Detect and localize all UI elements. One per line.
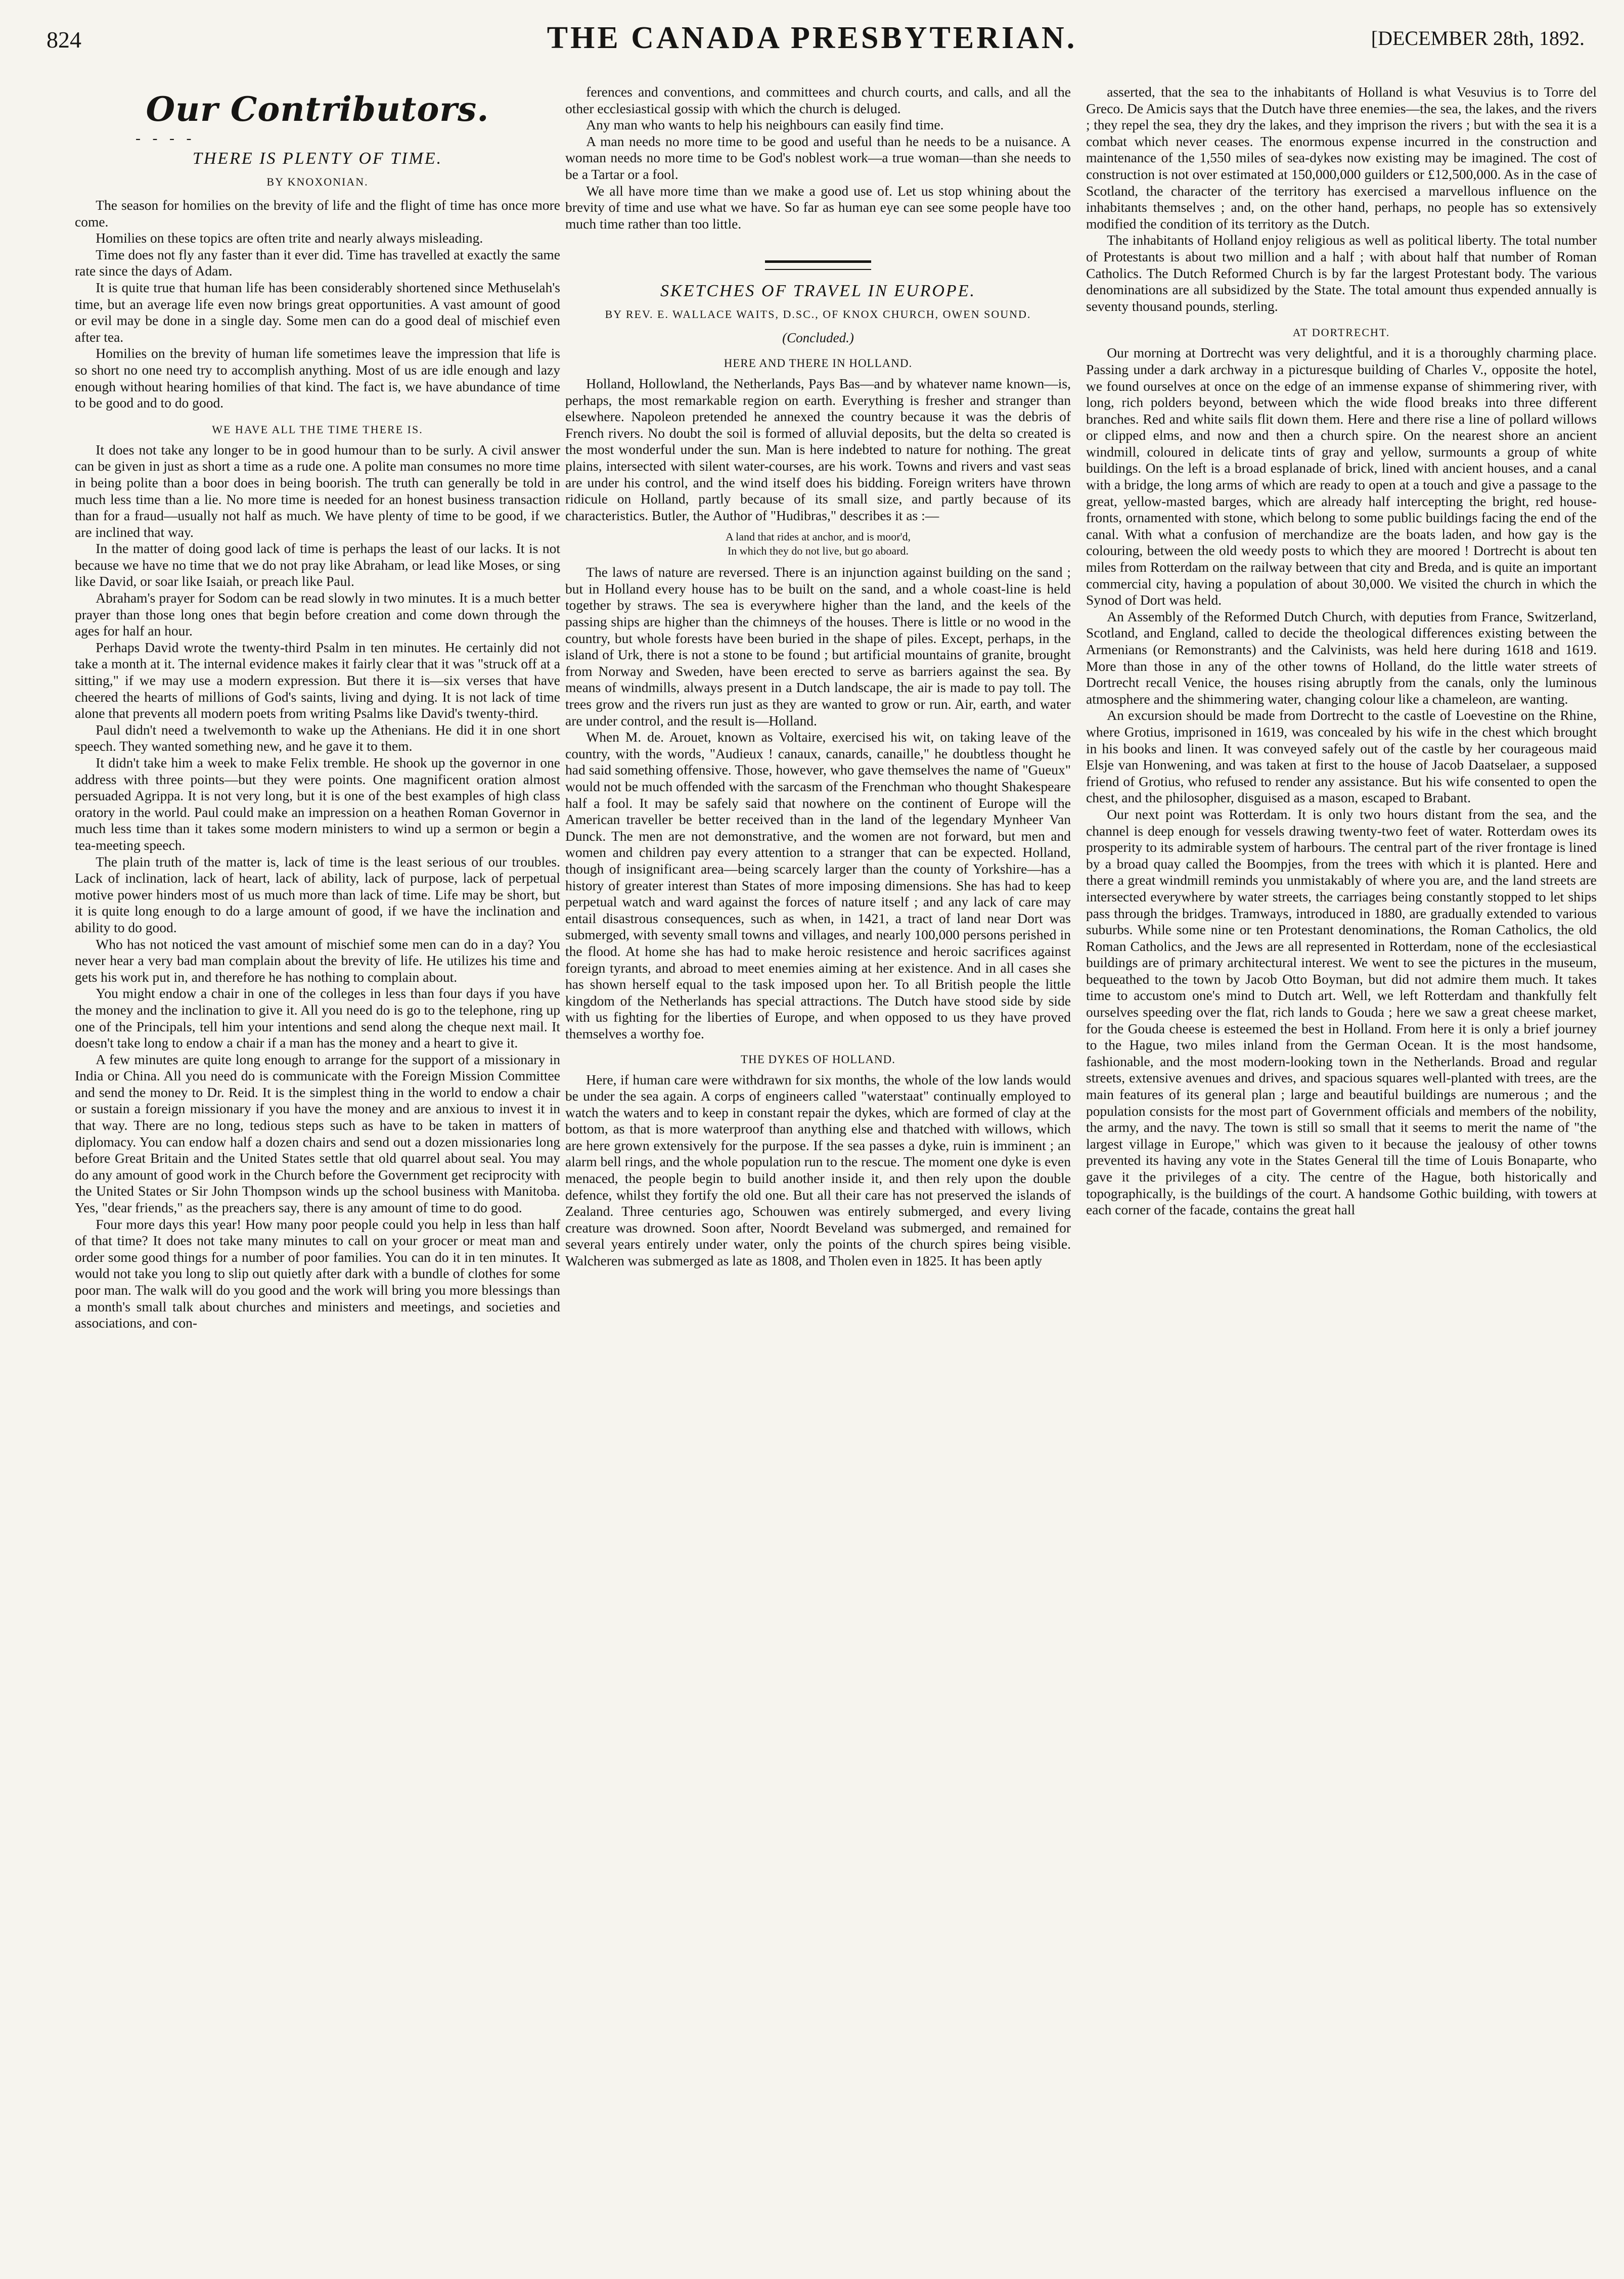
column-middle: [565, 84, 1071, 2258]
paragraph: Four more days this year! How many poor people could you help in less than half of that time? It does not take many minutes to call on your grocer or meat man and order some good things for a number of poor families. You can do it in ten minutes. It would not take you long to slip out quietly after dark with a bundle of clothes for some poor man. The walk will do you good and the work will bring you more blessings than a month's small talk about churches and ministers and meetings, and societies and associations, and con-: [75, 1216, 560, 1331]
article-title: THERE IS PLENTY OF TIME.: [192, 149, 443, 168]
article-body: [75, 442, 560, 1332]
masthead-title: THE CANADA PRESBYTERIAN.: [547, 21, 1077, 55]
paragraph: An Assembly of the Reformed Dutch Church, with deputies from France, Switzerland, Scotland, and England, called to decide the theological differences existing between the Armenians (or Remonstrants) and the Calvinists, was held here during 1618 and 1619. More than those in any of the other towns of Holland, do the little water streets of Dortrecht recall Venice, the houses rising abruptly from the canals, only the luminous atmosphere and the shimmering water, changing colour like a chameleon, are wanting.: [1086, 608, 1597, 707]
section-heading: THE DYKES OF HOLLAND.: [741, 1053, 895, 1066]
article-byline: BY KNOXONIAN.: [266, 175, 369, 188]
verse-line: A land that rides at anchor, and is moor'd,: [726, 530, 911, 543]
paragraph: Perhaps David wrote the twenty-third Psalm in ten minutes. He certainly did not take a month at it. The internal evidence makes it fairly clear that it was "struck off at a sitting," if we may use a modern expression. But there it is—six verses that have cheered the hearts of millions of God's saints, living and dying. It is not lack of time alone that prevents all modern poets from writing Psalms like David's twenty-third.: [75, 639, 560, 721]
article-byline: BY REV. E. WALLACE WAITS, D.SC., OF KNOX CHURCH, OWEN SOUND.: [605, 308, 1031, 321]
concluded-note: (Concluded.): [782, 330, 854, 346]
paragraph: The plain truth of the matter is, lack of time is the least serious of our troubles. Lack of inclination, lack of heart, lack of ability, lack of purpose, lack of perpetual motive power hinders most of us much more than lack of time. Life may be short, but it is quite long enough to do a large amount of good, if we have the inclination and ability to do good.: [75, 853, 560, 935]
paragraph: It does not take any longer to be in good humour than to be surly. A civil answer can be given in just as short a time as a rude one. A polite man consumes no more time in being polite than a boor does in being boorish. The truth can generally be told in much less time than a lie. No more time is needed for an honest business transaction than for a fraud—usually not half as much. We have plenty of time to be good, if we are inclined that way.: [75, 441, 560, 540]
paragraph: Abraham's prayer for Sodom can be read slowly in two minutes. It is a much better prayer than those long ones that begin before creation and come down through the ages for half an hour.: [75, 590, 560, 639]
article-body: [565, 564, 1071, 1042]
paragraph: The season for homilies on the brevity of life and the flight of time has once more come.: [75, 197, 560, 230]
paragraph: It didn't take him a week to make Felix tremble. He shook up the governor in one address with three points—but they were points. One magnificent oration almost persuaded Agrippa. It is not very long, but it is one of the best examples of high class oratory in the world. Paul could make an impression on a heathen Roman Governor in much less time than it takes some modern ministers to wind up a sermon or begin a tea-meeting speech.: [75, 755, 560, 853]
paragraph: ferences and conventions, and committees and church courts, and calls, and all the other ecclesiastical gossip with which the church is deluged.: [565, 84, 1071, 116]
column-right: [1086, 84, 1597, 2258]
article-body: [75, 197, 560, 412]
paragraph: The inhabitants of Holland enjoy religious as well as political liberty. The total number of Protestants is about two million and a half ; with about half that number of Roman Catholics. The Dutch Reformed Church is by far the largest Protestant body. The various denominations are all subsidized by the State. The total amount thus expended annually is seventy thousand pounds, sterling.: [1086, 232, 1597, 314]
page-number: 824: [47, 27, 81, 53]
paragraph: Paul didn't need a twelvemonth to wake up the Athenians. He did it in one short speech. They wanted something new, and he gave it to them.: [75, 721, 560, 754]
issue-date: [DECEMBER 28th, 1892.: [1371, 27, 1585, 50]
article-body: [1086, 345, 1597, 1218]
paragraph: Here, if human care were withdrawn for six months, the whole of the low lands would be under the sea again. A corps of engineers called "waterstaat" continually employed to watch the waters and to keep in constant repair the dykes, which are formed of clay at the bottom, as that is more waterproof than anything else and thatched with willows, which are here grown extensively for the purpose. If the sea passes a dyke, ruin is imminent ; an alarm bell rings, and the whole population run to the rescue. The moment one dyke is even menaced, the people begin to build another inside it, and then rely upon the double defence, whilst they fortify the old one. But all their care has not preserved the islands of Zealand. Three centuries ago, Schouwen was entirely submerged, and every living creature was drowned. Soon after, Noordt Beveland was submerged, and remained for several years entirely under water, only the points of the church spires being visible. Walcheren was submerged as late as 1808, and Tholen even in 1825. It has been aptly: [565, 1071, 1071, 1269]
section-heading: AT DORTRECHT.: [1292, 326, 1390, 339]
article-divider: [765, 260, 871, 270]
paragraph: A few minutes are quite long enough to arrange for the support of a missionary in India or China. All you need do is communicate with the Foreign Mission Committee and send the money to Dr. Reid. It is the simplest thing in the world to endow a chair or sustain a foreign missionary if you have the money and are anxious to invest it in that way. There are no long, tedious steps such as have to be taken in matters of diplomacy. You can endow half a dozen chairs and send out a dozen missionaries long before Great Britain and the United States settle that old quarrel about seal. You may do any amount of good work in the Church before the Government get reciprocity with the United States or Sir John Thompson winds up the school business with Manitoba. Yes, "dear friends," as the preachers say, there is any amount of time to do good.: [75, 1051, 560, 1216]
section-heading: WE HAVE ALL THE TIME THERE IS.: [212, 423, 423, 436]
paragraph: Any man who wants to help his neighbours can easily find time.: [586, 117, 944, 133]
paragraph: Who has not noticed the vast amount of mischief some men can do in a day? You never hear a very bad man complain about the brevity of life. He utilizes his time and gets his work put in, and therefore he has nothing to complain about.: [75, 936, 560, 985]
paragraph: A man needs no more time to be good and useful than he needs to be a nuisance. A woman needs no more time to be God's noblest work—a true woman—than she needs to be a Tartar or a fool.: [565, 133, 1071, 182]
paragraph: The laws of nature are reversed. There is an injunction against building on the sand ; but in Holland every house has to be built on the sand, and a whole coast-line is held together by straws. The sea is everywhere higher than the land, and the keels of the passing ships are higher than the chimneys of the houses. There is little or no wood in the country, but whole forests have been buried in the shape of piles. Except, perhaps, in the island of Urk, there is not a stone to be found ; but artificial mountains of granite, brought from Norway and Sweden, have been erected to serve as barriers against the sea. By means of windmills, always present in a Dutch landscape, the air is made to pay toll. The trees grow and the rivers run just as they are wanted to grow or run. Air, earth, and water are under control, and the result is—Holland.: [565, 564, 1071, 728]
verse-line: In which they do not live, but go aboard.: [727, 544, 909, 558]
department-heading: Our Contributors.: [146, 89, 489, 129]
paragraph: Our morning at Dortrecht was very delightful, and it is a thoroughly charming place. Passing under a dark archway in a picturesque building of Charles V., opposite the hotel, we found ourselves at once on the edge of an immense expanse of shimmering river, with long, rich polders beyond, between which the wide flood breaks into three different branches. Red and white sails flit down them. Here and there rise a line of pollard willows or clipped elms, and now and then a church spire. On the nearest shore an ancient windmill, coloured in delicate tints of gray and yellow, surmounts a group of white buildings. On the left is a broad esplanade of brick, lined with ancient houses, and a canal with a bridge, the long arms of which are ready to open at a touch and give a passage to the great, yellow-masted barges, which are already half intercepting the bright, red house-fronts, ornamented with stone, which belong to some public buildings facing the end of the canal. With what a confusion of merchandize are the boats laden, and how gay is the colouring, between the old weedy posts to which they are moored ! Dortrecht is about ten miles from Rotterdam on the railway between that city and Breda, and is quite an important commercial city, having a population of about 30,000. We visited the church in which the Synod of Dort was held.: [1086, 345, 1597, 608]
article-body: [565, 376, 1071, 524]
paragraph: You might endow a chair in one of the colleges in less than four days if you have the money and the inclination to give it. All you need do is go to the telephone, ring up one of the Principals, tell him your intentions and send along the cheque next mail. It doesn't take long to endow a chair if a man has the money and a heart to give it.: [75, 985, 560, 1051]
article-body: [1086, 84, 1597, 314]
paragraph: When M. de. Arouet, known as Voltaire, exercised his wit, on taking leave of the country, with the words, "Audieux ! canaux, canards, canaille," he doubtless thought he had said something offensive. Those, however, who gave themselves the name of "Gueux" would not be much offended with the sarcasm of the Frenchman who thought Shakespeare half a fool. It may be safely said that nowhere on the continent of Europe will the American traveller be better received than in the land of the legendary Mynheer Van Dunck. The men are not demonstrative, and the women are not forward, but men and women and children pay every attention to a stranger that can be expected. Holland, though of insignificant area—being scarcely larger than the county of Yorkshire—has a history of greater interest than States of more imposing dimensions. She has had to keep perpetual watch and ward against the forces of nature itself ; and any lack of care may entail disastrous consequences, such as when, in 1421, a tract of land near Dort was submerged, with seventy small towns and villages, and nearly 100,000 persons perished in the flood. At home she has had to make heroic resistence and heroic sacrifices against foreign tyrants, and abroad to meet enemies aiming at her existence. And in all cases she has shown herself equal to the task imposed upon her. To all British people the little kingdom of the Netherlands has special attractions. The Dutch have stood side by side with us fighting for the liberties of Europe, and when opposed to us they have proved themselves a worthy foe.: [565, 729, 1071, 1041]
paragraph: In the matter of doing good lack of time is perhaps the least of our lacks. It is not because we have no time that we do not pray like Abraham, or lead like Moses, or sing like David, or soar like Isaiah, or preach like Paul.: [75, 540, 560, 589]
paragraph: An excursion should be made from Dortrecht to the castle of Loevestine on the Rhine, where Grotius, imprisoned in 1619, was concealed by his wife in the chest which brought in his books and linen. It was conveyed safely out of the castle by her courageous maid Elsje van Honwening, and was taken at first to the house of Jacob Daatselaer, a supposed friend of Grotius, who refused to render any assistance. But his wife consented to open the chest, and the philosopher, disguised as a mason, escaped to Brabant.: [1086, 707, 1597, 806]
page-header: [0, 0, 1624, 61]
paragraph: Holland, Hollowland, the Netherlands, Pays Bas—and by whatever name known—is, perhaps, the most remarkable region on earth. Everything is fresher and stranger than elsewhere. Napoleon pretended he annexed the country because it was the debris of French rivers. No doubt the soil is formed of alluvial deposits, but the delta so created is the most wonderful under the sun. Man is here indebted to nature for nothing. The great plains, intersected with silent water-courses, are his work. Towns and rivers and vast seas are under his control, and the wind itself does his bidding. Foreign writers have thrown ridicule on Holland, partly because of its small size, and partly because of its characteristics. Butler, the Author of "Hudibras," describes it as :—: [565, 375, 1071, 523]
paragraph: asserted, that the sea to the inhabitants of Holland is what Vesuvius is to Torre del Greco. De Amicis says that the Dutch have three enemies—the sea, the lakes, and the rivers ; they repel the sea, they dry the lakes, and they imprison the rivers ; but with the sea it is a combat which never ceases. The enormous expense incurred in the construction and maintenance of the 1,550 miles of sea-dykes now existing may be imagined. The cost of construction is not over estimated at 150,000,000 guilders or £12,500,000. As in the case of Scotland, the character of the territory has exercised a marvellous influence on the inhabitants themselves ; and, on the other hand, perhaps, no people has so extensively modified the condition of its territory as the Dutch.: [1086, 84, 1597, 232]
column-left: [75, 84, 560, 2258]
paragraph: We all have more time than we make a good use of. Let us stop whining about the brevity of time and use what we have. So far as human eye can see some people have too much time rather than too little.: [565, 183, 1071, 232]
section-heading: HERE AND THERE IN HOLLAND.: [724, 356, 913, 370]
article-body: [565, 84, 1071, 232]
paragraph: It is quite true that human life has been considerably shortened since Methuselah's time, but an average life even now brings great opportunities. A vast amount of good or evil may be done in a single day. Some men can do a good deal of mischief even after tea.: [75, 279, 560, 345]
paragraph: Our next point was Rotterdam. It is only two hours distant from the sea, and the channel is deep enough for vessels drawing twenty-two feet of water. Rotterdam owes its prosperity to its admirable system of harbours. The central part of the river frontage is lined by a broad quay called the Boompjes, from the trees with which it is planted. Here and there a great windmill reminds you unmistakably of where you are, and the land streets are intersected everywhere by water streets, the carriages being constantly stopped to let ships pass through the bridges. Tramways, introduced in 1880, are gradually extended to various suburbs. While some nine or ten Protestant denominations, the Roman Catholics, the old Roman Catholics, and the Jews are all represented in Rotterdam, none of the ecclesiastical buildings are of primary architectural interest. We went to see the pictures in the museum, bequeathed to the town by Jacob Otto Boyman, but did not admire them much. It takes time to accustom one's mind to Dutch art. Well, we left Rotterdam and thankfully felt ourselves speeding over the flat, rich lands to Gouda ; here we saw a great cheese market, for the Gouda cheese is esteemed the best in Holland. From here it is only a brief journey to the Hague, two miles inland from the German Ocean. It is the most handsome, fashionable, and the most modern-looking town in the Netherlands. Broad and regular streets, extensive avenues and drives, and spacious squares well-planted with trees, are the main features of its general plan ; large and beautiful buildings are numerous ; and the population consists for the most part of Government officials and members of the nobility, the army, and the navy. The town is still so small that it seems to merit the name of "the largest village in Europe," which was given to it because the jealousy of other towns prevented its having any vote in the States General till the time of Louis Bonaparte, who gave it the privileges of a city. The centre of the Hague, both historically and topographically, is the buildings of the court. A handsome Gothic building, with towers at each corner of the facade, contains the great hall: [1086, 806, 1597, 1218]
decorative-dashes: - - - -: [136, 130, 196, 147]
verse-quote: [565, 530, 1071, 558]
article-title: SKETCHES OF TRAVEL IN EUROPE.: [660, 282, 976, 301]
paragraph: Time does not fly any faster than it ever did. Time has travelled at exactly the same rate since the days of Adam.: [75, 246, 560, 279]
paragraph: Homilies on these topics are often trite and nearly always misleading.: [96, 230, 483, 246]
article-body: [565, 1072, 1071, 1269]
paragraph: Homilies on the brevity of human life sometimes leave the impression that life is so short no one need try to accomplish anything. Most of us are idle enough and lazy enough without hearing homilies of that kind. The fact is, we have abundance of time to be good and to do good.: [75, 345, 560, 411]
